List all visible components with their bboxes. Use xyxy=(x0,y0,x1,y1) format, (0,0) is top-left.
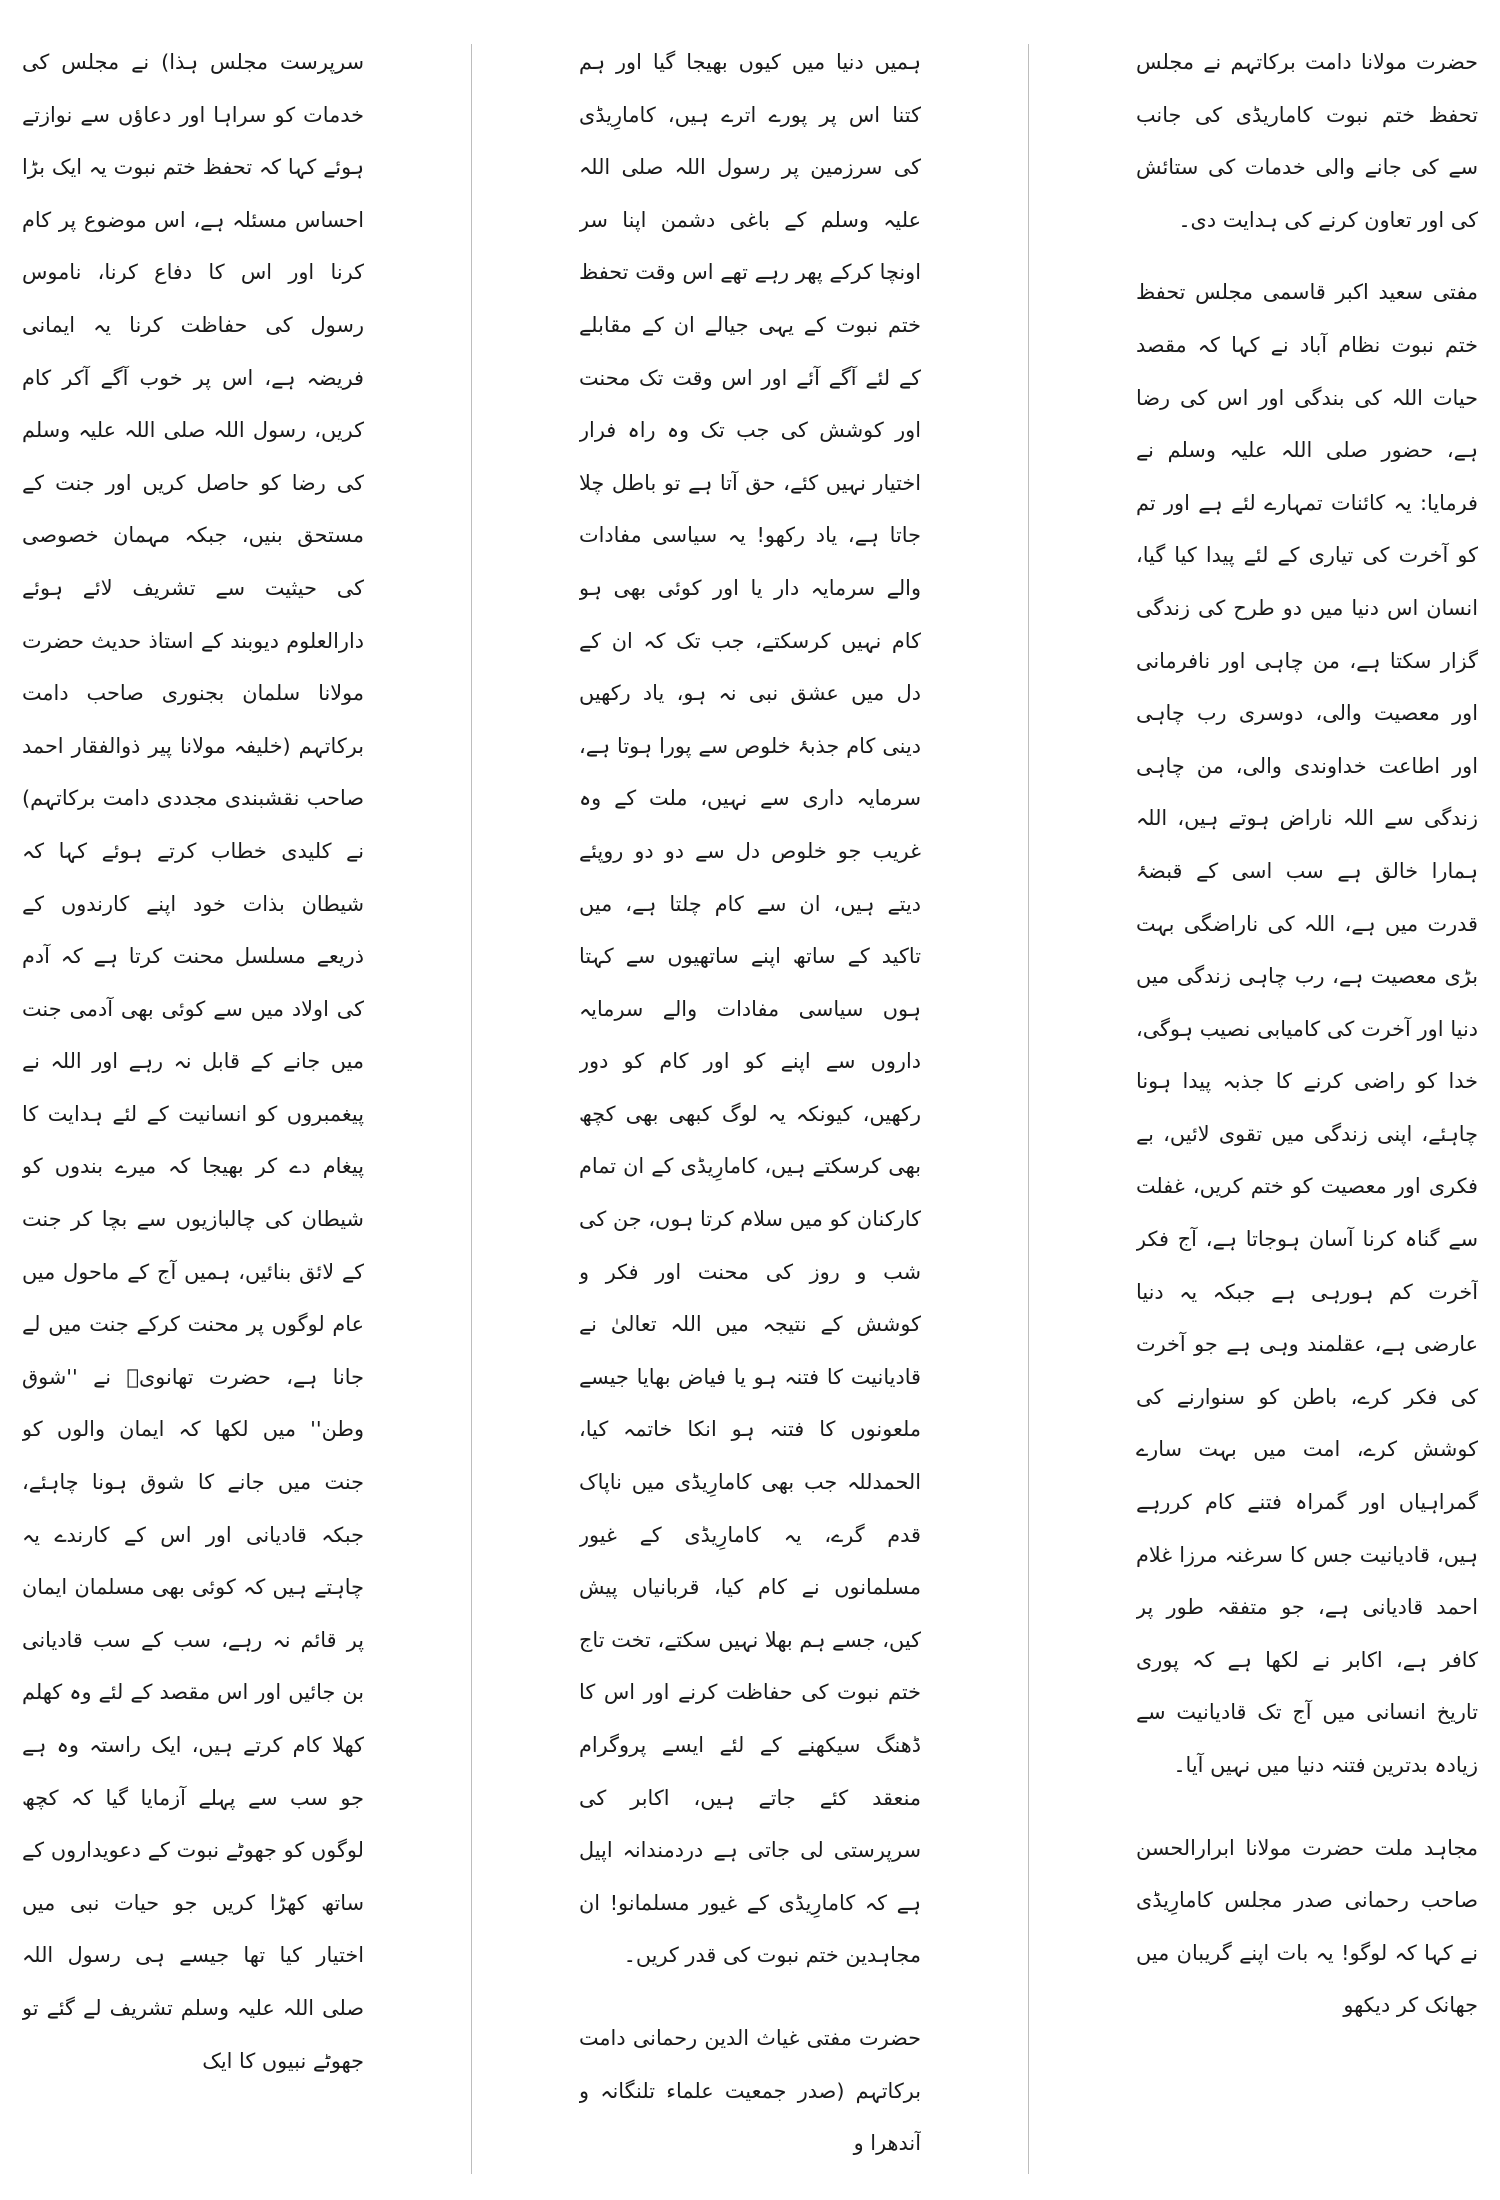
text-column-middle xyxy=(579,36,921,2190)
paragraph: سرپرست مجلس ہذا) نے مجلس کی خدمات کو سراہا اور دعاؤں سے نوازتے ہوئے کہا کہ تحفظ ختم نبوت یہ ایک بڑا احساس مسئلہ ہے، اس موضوع پر کام کرنا اور اس کا دفاع کرنا، ناموس رسول کی حفاظت کرنا یہ ایمانی فریضہ ہے، اس پر خوب آگے آکر کام کریں، رسول اللہ صلی اللہ علیہ وسلم کی رضا کو حاصل کریں اور جنت کے مستحق بنیں، جبکہ مہمان خصوصی کی حیثیت سے تشریف لائے ہوئے دارالعلوم دیوبند کے استاذ حدیث حضرت مولانا سلمان بجنوری صاحب دامت برکاتہم (خلیفہ مولانا پیر ذوالفقار احمد صاحب نقشبندی مجددی دامت برکاتہم) نے کلیدی خطاب کرتے ہوئے کہا کہ شیطان بذات خود اپنے کارندوں کے ذریعے مسلسل محنت کرتا ہے کہ آدم کی اولاد میں سے کوئی بھی آدمی جنت میں جانے کے قابل نہ رہے اور اللہ نے پیغمبروں کو انسانیت کے لئے ہدایت کا پیغام دے کر بھیجا کہ میرے بندوں کو شیطان کی چالبازیوں سے بچا کر جنت کے لائق بنائیں، ہمیں آج کے ماحول میں عام لوگوں پر محنت کرکے جنت میں لے جانا ہے، حضرت تھانویؒ نے ''شوق وطن'' میں لکھا کہ ایمان والوں کو جنت میں جانے کا شوق ہونا چاہئے، جبکہ قادیانی اور اس کے کارندے یہ چاہتے ہیں کہ کوئی بھی مسلمان ایمان پر قائم نہ رہے، سب کے سب قادیانی بن جائیں اور اس مقصد کے لئے وہ کھلم کھلا کام کرتے ہیں، ایک راستہ وہ ہے جو سب سے پہلے آزمایا گیا کہ کچھ لوگوں کو جھوٹے نبوت کے دعویداروں کے ساتھ کھڑا کریں جو حیات نبی میں اختیار کیا تھا جیسے ہی رسول اللہ صلی اللہ علیہ وسلم تشریف لے گئے تو جھوٹے نبیوں کا ایک xyxy=(22,50,364,2073)
paragraph: مفتی سعید اکبر قاسمی مجلس تحفظ ختم نبوت نظام آباد نے کہا کہ مقصد حیات اللہ کی بندگی اور اس کی رضا ہے، حضور صلی اللہ علیہ وسلم نے فرمایا: یہ کائنات تمہارے لئے ہے اور تم کو آخرت کی تیاری کے لئے پیدا کیا گیا، انسان اس دنیا میں دو طرح کی زندگی گزار سکتا ہے، من چاہی اور نافرمانی اور معصیت والی، دوسری رب چاہی اور اطاعت خداوندی والی، من چاہی زندگی سے اللہ ناراض ہوتے ہیں، اللہ ہمارا خالق ہے سب اسی کے قبضۂ قدرت میں ہے، اللہ کی ناراضگی بہت بڑی معصیت ہے، رب چاہی زندگی میں دنیا اور آخرت کی کامیابی نصیب ہوگی، خدا کو راضی کرنے کا جذبہ پیدا ہونا چاہئے، اپنی زندگی میں تقوی لائیں، بے فکری اور معصیت کو ختم کریں، غفلت سے گناہ کرنا آسان ہوجاتا ہے، آج فکر آخرت کم ہورہی ہے جبکہ یہ دنیا عارضی ہے، عقلمند وہی ہے جو آخرت کی فکر کرے، باطن کو سنوارنے کی کوشش کرے، امت میں بہت سارے گمراہیاں اور گمراہ فتنے کام کررہے ہیں، قادیانیت جس کا سرغنہ مرزا غلام احمد قادیانی ہے، جو متفقہ طور پر کافر ہے، اکابر نے لکھا ہے کہ پوری تاریخ انسانی میں آج تک قادیانیت سے زیادہ بدترین فتنہ دنیا میں نہیں آیا۔ xyxy=(1136,280,1478,1777)
paragraph: ہمیں دنیا میں کیوں بھیجا گیا اور ہم کتنا اس پر پورے اترے ہیں، کامارِیڈی کی سرزمین پر رسول اللہ صلی اللہ علیہ وسلم کے باغی دشمن اپنا سر اونچا کرکے پھر رہے تھے اس وقت تحفظ ختم نبوت کے یہی جیالے ان کے مقابلے کے لئے آگے آئے اور اس وقت تک محنت اور کوشش کی جب تک وہ راہ فرار اختیار نہیں کئے، حق آتا ہے تو باطل چلا جاتا ہے، یاد رکھو! یہ سیاسی مفادات والے سرمایہ دار یا اور کوئی بھی ہو کام نہیں کرسکتے، جب تک کہ ان کے دل میں عشق نبی نہ ہو، یاد رکھیں دینی کام جذبۂ خلوص سے پورا ہوتا ہے، سرمایہ داری سے نہیں، ملت کے وہ غریب جو خلوص دل سے دو دو روپئے دیتے ہیں، ان سے کام چلتا ہے، میں تاکید کے ساتھ اپنے ساتھیوں سے کہتا ہوں سیاسی مفادات والے سرمایہ داروں سے اپنے کو اور کام کو دور رکھیں، کیونکہ یہ لوگ کبھی بھی کچھ بھی کرسکتے ہیں، کامارِیڈی کے ان تمام کارکنان کو میں سلام کرتا ہوں، جن کی شب و روز کی محنت اور فکر و کوشش کے نتیجہ میں اللہ تعالیٰ نے قادیانیت کا فتنہ ہو یا فیاض بھایا جیسے ملعونوں کا فتنہ ہو انکا خاتمہ کیا، الحمدللہ جب بھی کامارِیڈی میں ناپاک قدم گرے، یہ کامارِیڈی کے غیور مسلمانوں نے کام کیا، قربانیاں پیش کیں، جسے ہم بھلا نہیں سکتے، تخت تاج ختم نبوت کی حفاظت کرنے اور اس کا ڈھنگ سیکھنے کے لئے ایسے پروگرام منعقد کئے جاتے ہیں، اکابر کی سرپرستی لی جاتی ہے دردمندانہ اپیل ہے کہ کامارِیڈی کے غیور مسلمانو! ان مجاہدین ختم نبوت کی قدر کریں۔ xyxy=(579,50,921,1968)
text-column-left xyxy=(22,36,364,2190)
column-divider xyxy=(471,44,472,2174)
paragraph: مجاہد ملت حضرت مولانا ابرارالحسن صاحب رحمانی صدر مجلس کامارِیڈی نے کہا کہ لوگو! یہ بات اپنے گریبان میں جھانک کر دیکھو xyxy=(1136,1835,1478,2018)
paragraph: حضرت مفتی غیاث الدین رحمانی دامت برکاتہم (صدر جمعیت علماء تلنگانہ و آندھرا و xyxy=(579,2025,921,2156)
column-divider xyxy=(1028,44,1029,2174)
paragraph: حضرت مولانا دامت برکاتہم نے مجلس تحفظ ختم نبوت کاماریڈی کی جانب سے کی جانے والی خدمات کی ستائش کی اور تعاون کرنے کی ہدایت دی۔ xyxy=(1136,50,1478,232)
text-column-right xyxy=(1136,36,1478,2190)
